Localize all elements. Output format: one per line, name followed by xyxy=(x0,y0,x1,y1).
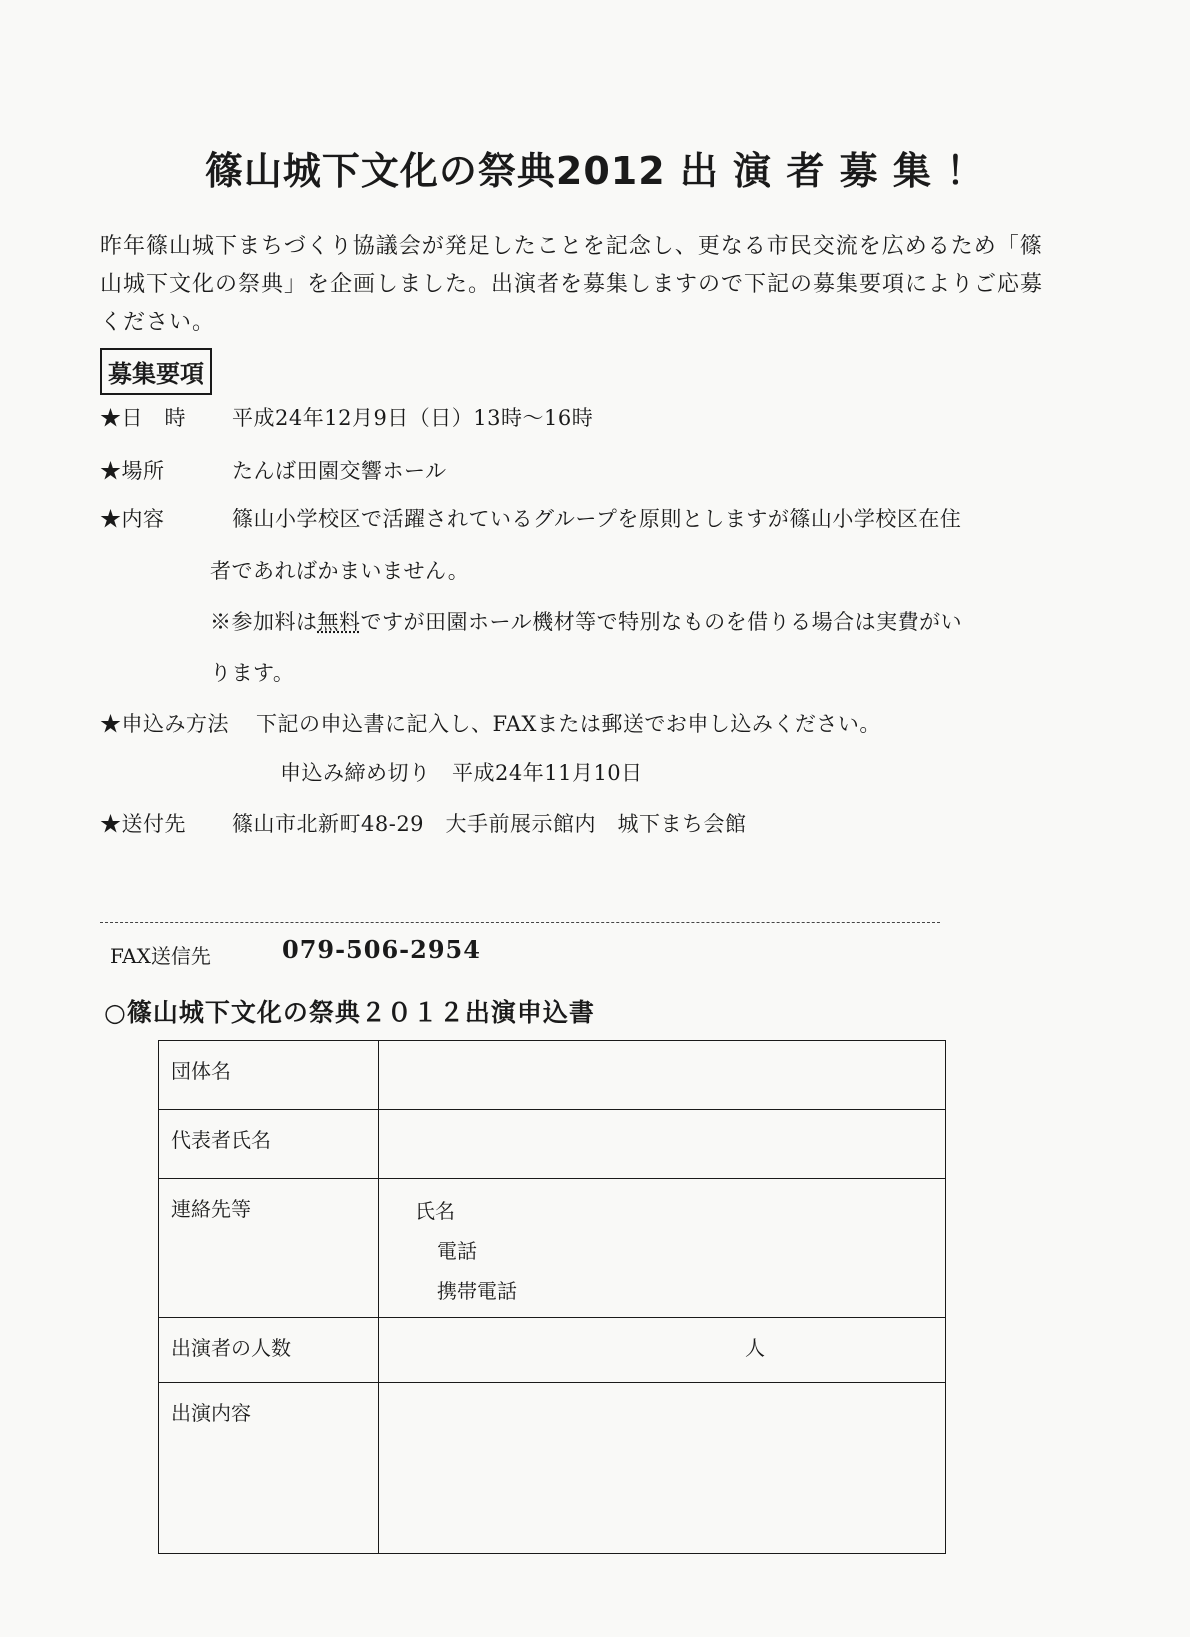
section-heading: 募集要項 xyxy=(100,348,212,395)
performers-unit: 人 xyxy=(745,1336,765,1360)
representative-label: 代表者氏名 xyxy=(159,1110,379,1179)
fax-number: 079-506-2954 xyxy=(282,935,481,964)
place-value: たんば田園交響ホール xyxy=(232,459,447,483)
fee-note-line-2: ります。 xyxy=(210,661,295,685)
contact-label: 連絡先等 xyxy=(159,1179,379,1318)
content-line-1: 篠山小学校区で活躍されているグループを原則としますが篠山小学校区在住 xyxy=(232,507,962,531)
form-row-performers xyxy=(159,1318,946,1383)
contact-phone-label: 電話 xyxy=(437,1239,477,1263)
fee-note xyxy=(210,606,962,636)
performers-label: 出演者の人数 xyxy=(159,1318,379,1383)
date-label: ★日 時 xyxy=(100,406,186,430)
fee-note-prefix: ※参加料は xyxy=(210,610,318,634)
contact-mobile-label: 携帯電話 xyxy=(437,1279,517,1303)
page-title: 篠山城下文化の祭典2012 出 演 者 募 集 ！ xyxy=(204,149,986,193)
cut-line xyxy=(100,922,940,923)
form-row-performance xyxy=(159,1383,946,1554)
content-label: ★内容 xyxy=(100,507,165,531)
form-row-group xyxy=(159,1041,946,1110)
performance-label: 出演内容 xyxy=(159,1383,379,1554)
content-line-2: 者であればかまいません。 xyxy=(210,559,470,583)
group-name-label: 団体名 xyxy=(159,1041,379,1110)
application-form xyxy=(158,1040,946,1554)
fee-note-suffix: ですが田園ホール機材等で特別なものを借りる場合は実費がい xyxy=(360,610,963,634)
fax-label: FAX送信先 xyxy=(110,944,211,968)
apply-label: ★申込み方法 xyxy=(100,712,229,736)
contact-field[interactable] xyxy=(379,1179,946,1318)
date-value: 平成24年12月9日（日）13時～16時 xyxy=(232,406,594,430)
send-value: 篠山市北新町48-29 大手前展示館内 城下まち会館 xyxy=(232,812,747,836)
form-title: ○篠山城下文化の祭典２０１２出演申込書 xyxy=(104,998,595,1027)
form-row-representative xyxy=(159,1110,946,1179)
deadline: 申込み締め切り 平成24年11月10日 xyxy=(280,761,643,785)
apply-value: 下記の申込書に記入し、FAXまたは郵送でお申し込みください。 xyxy=(256,712,881,736)
fee-free-emphasis: 無料 xyxy=(317,610,361,634)
representative-field[interactable] xyxy=(379,1110,946,1179)
send-label: ★送付先 xyxy=(100,812,186,836)
place-label: ★場所 xyxy=(100,459,165,483)
intro-paragraph: 昨年篠山城下まちづくり協議会が発足したことを記念し、更なる市民交流を広めるため「篠山城下文化の祭典」を企画しました。出演者を募集しますので下記の募集要項によりご応募ください。 xyxy=(100,234,1044,335)
group-name-field[interactable] xyxy=(379,1041,946,1110)
performance-field[interactable] xyxy=(379,1383,946,1554)
form-row-contact xyxy=(159,1179,946,1318)
performers-field[interactable] xyxy=(379,1318,946,1383)
contact-name-label: 氏名 xyxy=(415,1199,455,1223)
